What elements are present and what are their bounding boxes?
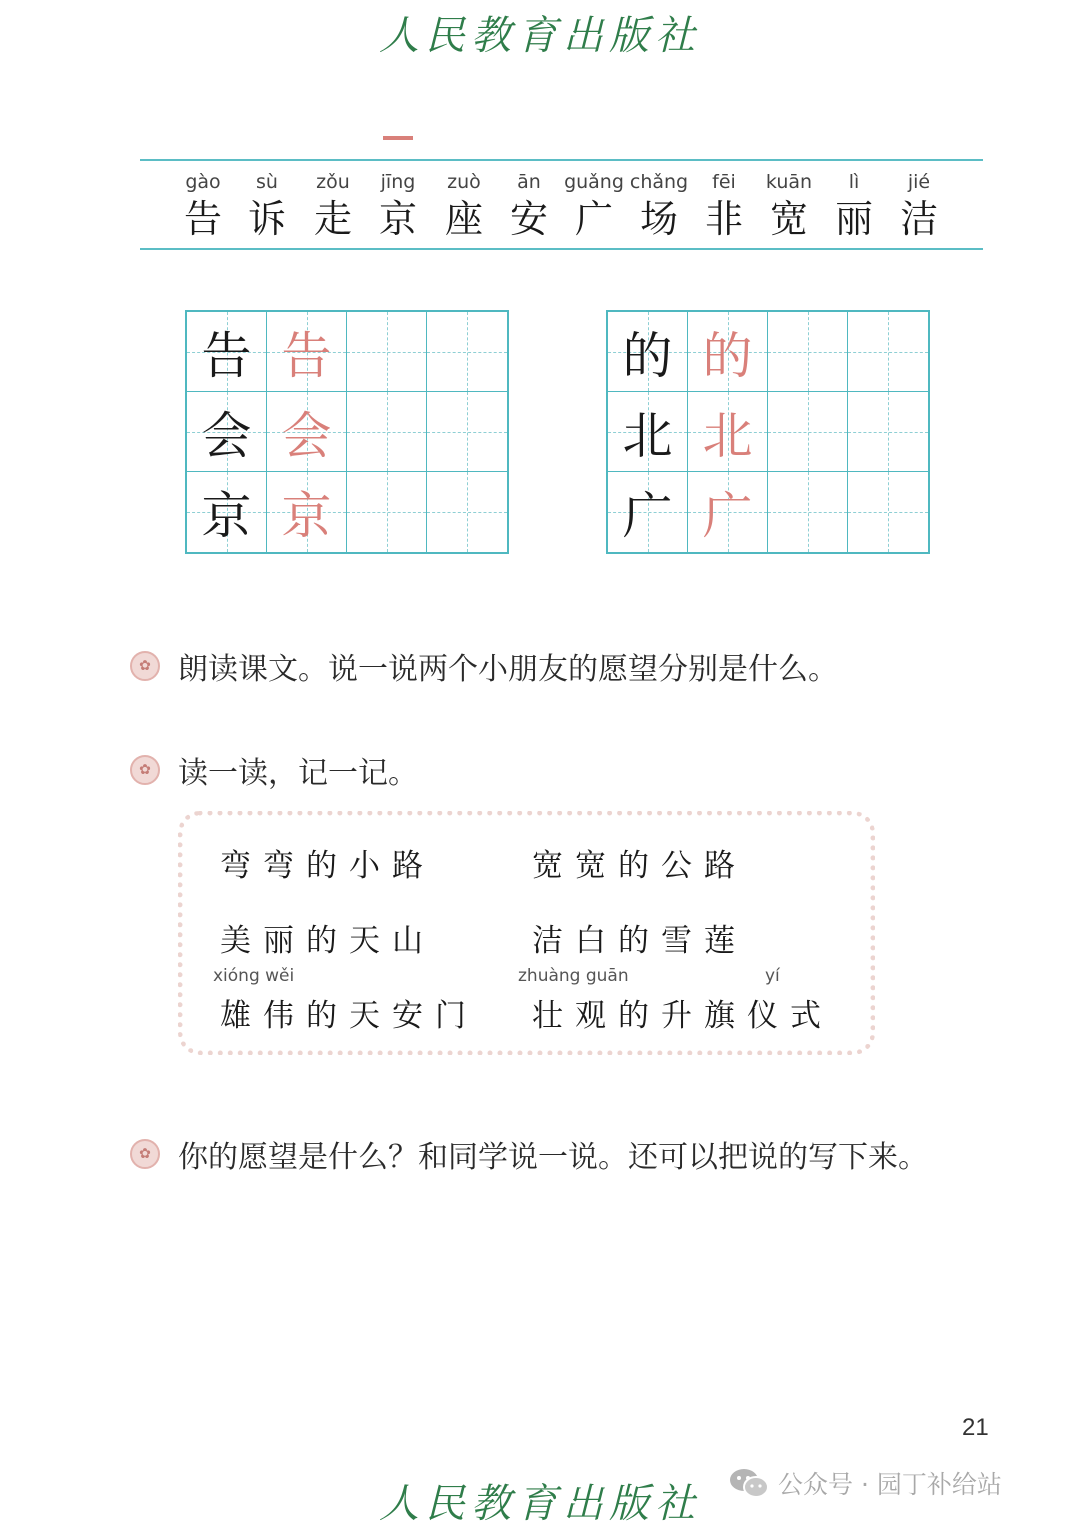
writing-grid <box>606 310 930 554</box>
vocab-pinyin: jīng <box>380 171 416 193</box>
flower-bullet-icon: ✿ <box>130 1139 160 1169</box>
vocab-hanzi: 广 <box>574 197 613 241</box>
grid-cell <box>267 472 347 552</box>
grid-cell <box>267 392 347 472</box>
instruction-text: 朗读课文。说一说两个小朋友的愿望分别是什么。 <box>178 652 838 687</box>
vocab-hanzi: 走 <box>313 197 352 241</box>
grid-cell <box>608 472 688 552</box>
vocab-hanzi: 丽 <box>834 197 873 241</box>
instruction-text: 读一读，记一记。 <box>178 756 418 791</box>
grid-cell[interactable] <box>768 472 848 552</box>
publisher-header: 人民教育出版社 <box>379 13 701 59</box>
vocab-pinyin: lì <box>848 171 860 193</box>
grid-cell <box>267 312 347 392</box>
grid-cell <box>187 312 267 392</box>
grid-cell[interactable] <box>427 472 507 552</box>
vocab-hanzi: 诉 <box>247 197 286 241</box>
grid-cell <box>688 392 768 472</box>
wechat-icon <box>728 1466 770 1500</box>
trace-char: 告 <box>281 326 332 385</box>
trace-char: 广 <box>702 487 753 545</box>
vocab-hanzi: 场 <box>639 197 678 241</box>
vocab-pinyin: zuò <box>447 171 481 193</box>
grid-cell <box>187 392 267 472</box>
trace-char: 会 <box>281 406 332 465</box>
instruction-2 <box>130 748 418 792</box>
page-number: 21 <box>962 1414 989 1441</box>
vocab-pinyin: zǒu <box>316 171 350 193</box>
model-char: 的 <box>622 326 673 385</box>
phrase: 壮观的升旗仪式 <box>532 998 833 1034</box>
watermark-text: 公众号 · 园丁补给站 <box>778 1470 1002 1499</box>
vocab-pinyin: guǎng <box>564 171 624 193</box>
trace-char: 的 <box>702 326 753 385</box>
flower-bullet-icon: ✿ <box>130 755 160 785</box>
vocab-hanzi: 宽 <box>769 197 808 241</box>
phrase: 弯弯的小路 <box>220 848 435 884</box>
grid-cell[interactable] <box>848 312 928 392</box>
instruction-1 <box>130 644 838 688</box>
grid-cell <box>187 472 267 552</box>
phrase: 美丽的天山 <box>220 923 435 959</box>
trace-char: 北 <box>702 406 753 465</box>
grid-cell[interactable] <box>768 392 848 472</box>
model-char: 北 <box>622 406 673 465</box>
model-char: 告 <box>201 326 252 385</box>
vocab-hanzi: 安 <box>509 197 548 241</box>
grid-cell[interactable] <box>347 392 427 472</box>
grid-cell[interactable] <box>427 392 507 472</box>
vocab-hanzi: 非 <box>704 197 743 241</box>
vocab-pinyin: kuān <box>765 171 813 193</box>
instruction-3 <box>130 1132 928 1176</box>
grid-cell <box>688 312 768 392</box>
grid-cell[interactable] <box>347 472 427 552</box>
vocab-hanzi: 座 <box>444 197 483 241</box>
instruction-text: 你的愿望是什么？和同学说一说。还可以把说的写下来。 <box>178 1140 928 1175</box>
vocab-pinyin: jié <box>907 171 931 193</box>
grid-cell[interactable] <box>427 312 507 392</box>
phrase: 雄伟的天安门 <box>220 998 478 1034</box>
grid-cell <box>608 312 688 392</box>
publisher-footer: 人民教育出版社 <box>379 1481 701 1527</box>
grid-cell[interactable] <box>768 312 848 392</box>
vocab-pinyin: chǎng <box>629 171 689 193</box>
vocab-hanzi: 京 <box>378 197 417 241</box>
phrase-pinyin: yí <box>765 966 780 986</box>
vocab-hanzi: 告 <box>183 197 222 241</box>
writing-grid <box>185 310 509 554</box>
vocab-pinyin: fēi <box>712 171 736 193</box>
grid-cell[interactable] <box>848 472 928 552</box>
vocab-item <box>878 170 960 244</box>
model-char: 会 <box>201 406 252 465</box>
phrase-pinyin: zhuàng guān <box>518 966 629 986</box>
trace-char: 京 <box>281 487 332 545</box>
grid-cell[interactable] <box>347 312 427 392</box>
grid-cell <box>688 472 768 552</box>
flower-bullet-icon: ✿ <box>130 651 160 681</box>
vocab-bottom-line <box>140 248 983 250</box>
vocab-top-line <box>140 159 983 161</box>
watermark <box>728 1465 1002 1501</box>
grid-cell[interactable] <box>848 392 928 472</box>
model-char: 京 <box>201 487 252 545</box>
vocab-pinyin: ān <box>517 171 541 193</box>
model-char: 广 <box>622 487 673 545</box>
vocab-pinyin: gào <box>185 171 221 193</box>
section-mark <box>383 136 413 140</box>
phrase: 宽宽的公路 <box>532 848 747 884</box>
phrase-pinyin: xióng wěi <box>213 966 295 986</box>
phrase: 洁白的雪莲 <box>532 923 747 959</box>
vocab-hanzi: 洁 <box>899 197 938 241</box>
vocab-pinyin: sù <box>256 171 278 193</box>
grid-cell <box>608 392 688 472</box>
